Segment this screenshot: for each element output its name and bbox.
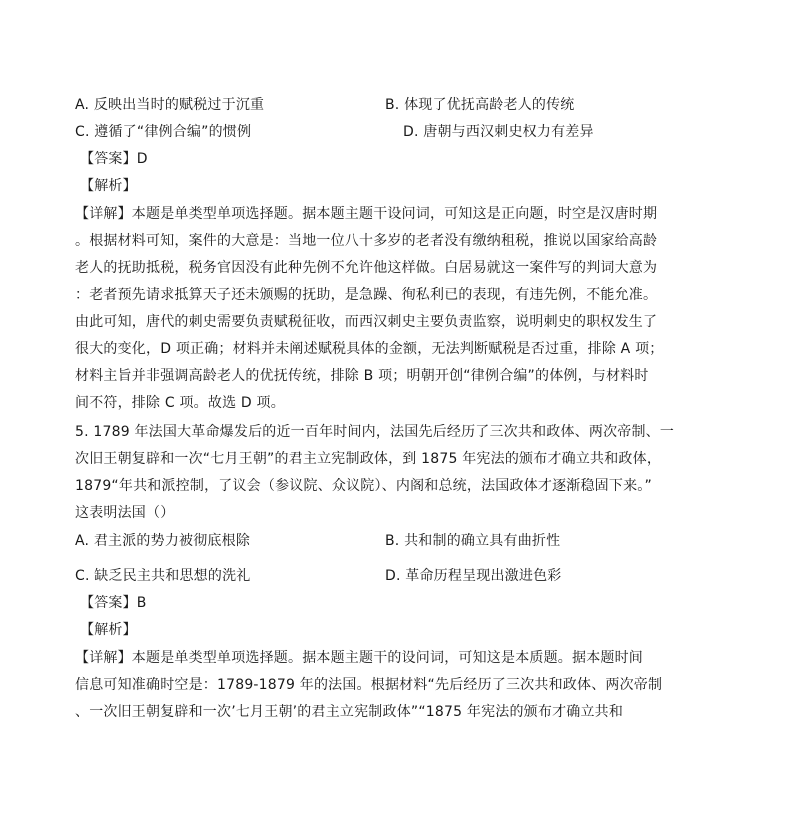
q5-detail-line: 、一次旧王朝复辟和一次’七月王朝’的君主立宪制政体”“1875 年宪法的颁布才确立共和 bbox=[75, 704, 624, 720]
q4-option-d: D. 唐朝与西汉刺史权力有差异 bbox=[403, 124, 594, 140]
q5-answer: 【答案】B bbox=[80, 595, 147, 611]
q5-stem-line: 5. 1789 年法国大革命爆发后的近一百年时间内，法国先后经历了三次共和政体、两次帝制、一 bbox=[75, 424, 675, 440]
q5-option-d: D. 革命历程呈现出激进色彩 bbox=[385, 568, 562, 584]
q5-option-a: A. 君主派的势力被彻底根除 bbox=[75, 533, 251, 549]
q5-detail-line: 信息可知准确时空是：1789-1879 年的法国。根据材料“先后经历了三次共和政体、两次帝制 bbox=[75, 677, 663, 693]
q4-detail-line: 【详解】本题是单类型单项选择题。据本题主题干设问词，可知这是正向题，时空是汉唐时期 bbox=[75, 206, 658, 222]
q5-option-c: C. 缺乏民主共和思想的洗礼 bbox=[75, 568, 251, 584]
q4-analysis-label: 【解析】 bbox=[80, 178, 137, 194]
q4-detail-line: 。根据材料可知，案件的大意是：当地一位八十多岁的老者没有缴纳租税，推说以国家给高龄 bbox=[75, 233, 658, 249]
q4-option-c: C. 遵循了“律例合编”的惯例 bbox=[75, 124, 252, 140]
q4-detail-line: 间不符，排除 C 项。故选 D 项。 bbox=[75, 395, 285, 411]
q4-option-b: B. 体现了优抚高龄老人的传统 bbox=[385, 97, 575, 113]
q5-stem-line: 这表明法国（） bbox=[75, 505, 175, 521]
q4-detail-line: 很大的变化，D 项正确；材料并未阐述赋税具体的金额，无法判断赋税是否过重，排除 A 项； bbox=[75, 341, 664, 357]
q4-option-a: A. 反映出当时的赋税过于沉重 bbox=[75, 97, 265, 113]
q4-detail-line: ：老者预先请求抵算天子还未颁赐的抚助，是急躁、徇私利已的表现，有违先例，不能允准。 bbox=[75, 287, 658, 303]
q5-analysis-label: 【解析】 bbox=[80, 622, 137, 638]
q4-answer: 【答案】D bbox=[80, 151, 148, 167]
q5-detail-line: 【详解】本题是单类型单项选择题。据本题主题干的设问词，可知这是本质题。据本题时间 bbox=[75, 650, 643, 666]
q5-option-b: B. 共和制的确立具有曲折性 bbox=[385, 533, 561, 549]
q4-detail-line: 材料主旨并非强调高龄老人的优抚传统，排除 B 项；明朝开创“律例合编”的体例，与材料时 bbox=[75, 368, 649, 384]
q4-detail-line: 老人的抚助抵税，税务官因没有此种先例不允许他这样做。白居易就这一案件写的判词大意为 bbox=[75, 260, 658, 276]
q4-detail-line: 由此可知，唐代的刺史需要负责赋税征收，而西汉刺史主要负责监察，说明刺史的职权发生了 bbox=[75, 314, 658, 330]
q5-stem-line: 次旧王朝复辟和一次“七月王朝”的君主立宪制政体，到 1875 年宪法的颁布才确立共和政体， bbox=[75, 451, 662, 467]
q5-stem-line: 1879“年共和派控制，了议会（参议院、众议院）、内阁和总统，法国政体才逐渐稳固下来。” bbox=[75, 478, 652, 494]
